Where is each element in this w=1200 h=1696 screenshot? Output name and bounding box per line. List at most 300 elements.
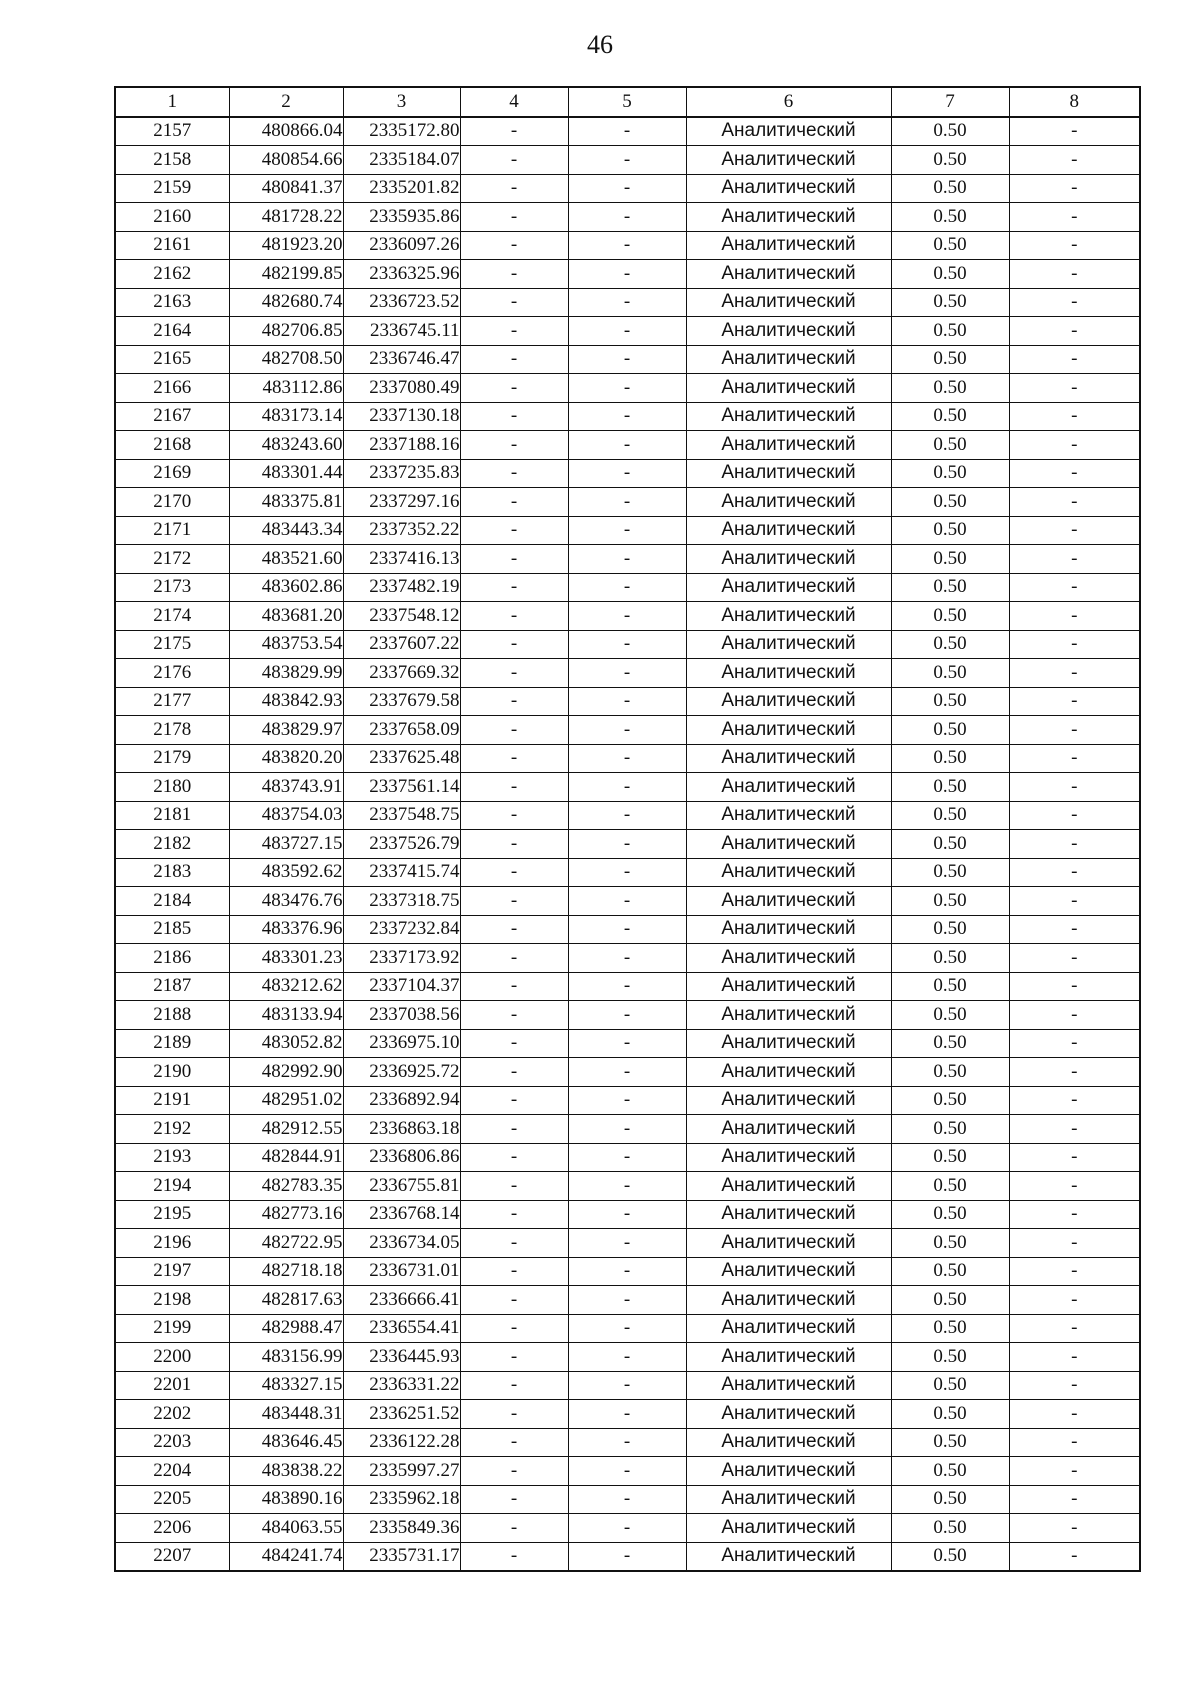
y-coordinate-cell: 2336666.41 [343, 1286, 460, 1315]
column-4-cell: - [460, 288, 568, 317]
accuracy-cell: 0.50 [891, 260, 1009, 289]
accuracy-cell: 0.50 [891, 374, 1009, 403]
column-5-cell: - [568, 915, 686, 944]
y-coordinate-cell: 2335935.86 [343, 203, 460, 232]
page-number: 46 [587, 30, 613, 59]
method-cell: Аналитический [686, 1229, 891, 1258]
method-cell: Аналитический [686, 1314, 891, 1343]
column-4-cell: - [460, 545, 568, 574]
x-coordinate-cell: 483754.03 [229, 801, 343, 830]
x-coordinate-cell: 481728.22 [229, 203, 343, 232]
column-8-cell: - [1009, 659, 1140, 688]
column-4-cell: - [460, 972, 568, 1001]
column-4-cell: - [460, 744, 568, 773]
column-5-cell: - [568, 1314, 686, 1343]
column-header: 1 [115, 87, 229, 117]
x-coordinate-cell: 480866.04 [229, 117, 343, 146]
method-cell: Аналитический [686, 203, 891, 232]
column-8-cell: - [1009, 317, 1140, 346]
table-row [115, 1058, 1140, 1087]
y-coordinate-cell: 2337679.58 [343, 687, 460, 716]
accuracy-cell: 0.50 [891, 1172, 1009, 1201]
column-8-cell: - [1009, 1343, 1140, 1372]
column-8-cell: - [1009, 231, 1140, 260]
y-coordinate-cell: 2336325.96 [343, 260, 460, 289]
accuracy-cell: 0.50 [891, 516, 1009, 545]
y-coordinate-cell: 2337352.22 [343, 516, 460, 545]
y-coordinate-cell: 2337607.22 [343, 630, 460, 659]
column-5-cell: - [568, 516, 686, 545]
table-row [115, 345, 1140, 374]
column-5-cell: - [568, 545, 686, 574]
method-cell: Аналитический [686, 516, 891, 545]
column-5-cell: - [568, 1257, 686, 1286]
method-cell: Аналитический [686, 1172, 891, 1201]
method-cell: Аналитический [686, 716, 891, 745]
point-number-cell: 2170 [115, 488, 229, 517]
point-number-cell: 2178 [115, 716, 229, 745]
accuracy-cell: 0.50 [891, 317, 1009, 346]
method-cell: Аналитический [686, 1542, 891, 1571]
accuracy-cell: 0.50 [891, 915, 1009, 944]
method-cell: Аналитический [686, 317, 891, 346]
point-number-cell: 2190 [115, 1058, 229, 1087]
column-8-cell: - [1009, 915, 1140, 944]
y-coordinate-cell: 2336731.01 [343, 1257, 460, 1286]
method-cell: Аналитический [686, 1428, 891, 1457]
point-number-cell: 2164 [115, 317, 229, 346]
column-4-cell: - [460, 488, 568, 517]
x-coordinate-cell: 482722.95 [229, 1229, 343, 1258]
accuracy-cell: 0.50 [891, 573, 1009, 602]
accuracy-cell: 0.50 [891, 1314, 1009, 1343]
point-number-cell: 2160 [115, 203, 229, 232]
column-5-cell: - [568, 716, 686, 745]
table-row [115, 630, 1140, 659]
x-coordinate-cell: 483602.86 [229, 573, 343, 602]
x-coordinate-cell: 482680.74 [229, 288, 343, 317]
table-row [115, 545, 1140, 574]
column-4-cell: - [460, 1314, 568, 1343]
y-coordinate-cell: 2336251.52 [343, 1400, 460, 1429]
column-header: 6 [686, 87, 891, 117]
column-4-cell: - [460, 801, 568, 830]
column-4-cell: - [460, 402, 568, 431]
y-coordinate-cell: 2337232.84 [343, 915, 460, 944]
point-number-cell: 2196 [115, 1229, 229, 1258]
x-coordinate-cell: 483156.99 [229, 1343, 343, 1372]
column-5-cell: - [568, 1457, 686, 1486]
x-coordinate-cell: 482912.55 [229, 1115, 343, 1144]
method-cell: Аналитический [686, 488, 891, 517]
column-5-cell: - [568, 887, 686, 916]
point-number-cell: 2177 [115, 687, 229, 716]
column-8-cell: - [1009, 1086, 1140, 1115]
column-5-cell: - [568, 288, 686, 317]
point-number-cell: 2163 [115, 288, 229, 317]
column-5-cell: - [568, 687, 686, 716]
accuracy-cell: 0.50 [891, 1200, 1009, 1229]
table-row [115, 117, 1140, 146]
accuracy-cell: 0.50 [891, 858, 1009, 887]
method-cell: Аналитический [686, 1485, 891, 1514]
y-coordinate-cell: 2337482.19 [343, 573, 460, 602]
column-5-cell: - [568, 317, 686, 346]
column-4-cell: - [460, 1371, 568, 1400]
accuracy-cell: 0.50 [891, 687, 1009, 716]
column-4-cell: - [460, 1172, 568, 1201]
y-coordinate-cell: 2337104.37 [343, 972, 460, 1001]
column-4-cell: - [460, 231, 568, 260]
method-cell: Аналитический [686, 288, 891, 317]
point-number-cell: 2158 [115, 146, 229, 175]
point-number-cell: 2192 [115, 1115, 229, 1144]
column-5-cell: - [568, 602, 686, 631]
column-4-cell: - [460, 1143, 568, 1172]
method-cell: Аналитический [686, 1086, 891, 1115]
table-row [115, 887, 1140, 916]
point-number-cell: 2204 [115, 1457, 229, 1486]
column-8-cell: - [1009, 545, 1140, 574]
table-row [115, 402, 1140, 431]
column-8-cell: - [1009, 1229, 1140, 1258]
column-5-cell: - [568, 117, 686, 146]
accuracy-cell: 0.50 [891, 1229, 1009, 1258]
method-cell: Аналитический [686, 1200, 891, 1229]
y-coordinate-cell: 2337526.79 [343, 830, 460, 859]
column-4-cell: - [460, 887, 568, 916]
column-5-cell: - [568, 1286, 686, 1315]
point-number-cell: 2181 [115, 801, 229, 830]
column-8-cell: - [1009, 488, 1140, 517]
x-coordinate-cell: 482951.02 [229, 1086, 343, 1115]
accuracy-cell: 0.50 [891, 1086, 1009, 1115]
x-coordinate-cell: 483112.86 [229, 374, 343, 403]
coordinates-table [114, 86, 1141, 1572]
y-coordinate-cell: 2336892.94 [343, 1086, 460, 1115]
method-cell: Аналитический [686, 1029, 891, 1058]
method-cell: Аналитический [686, 773, 891, 802]
y-coordinate-cell: 2336331.22 [343, 1371, 460, 1400]
column-5-cell: - [568, 858, 686, 887]
point-number-cell: 2169 [115, 459, 229, 488]
table-row [115, 231, 1140, 260]
point-number-cell: 2197 [115, 1257, 229, 1286]
point-number-cell: 2166 [115, 374, 229, 403]
column-header: 7 [891, 87, 1009, 117]
method-cell: Аналитический [686, 602, 891, 631]
point-number-cell: 2207 [115, 1542, 229, 1571]
table-row [115, 374, 1140, 403]
table-row [115, 1286, 1140, 1315]
accuracy-cell: 0.50 [891, 431, 1009, 460]
accuracy-cell: 0.50 [891, 1457, 1009, 1486]
x-coordinate-cell: 484063.55 [229, 1514, 343, 1543]
y-coordinate-cell: 2336445.93 [343, 1343, 460, 1372]
column-5-cell: - [568, 801, 686, 830]
point-number-cell: 2185 [115, 915, 229, 944]
point-number-cell: 2171 [115, 516, 229, 545]
column-4-cell: - [460, 117, 568, 146]
accuracy-cell: 0.50 [891, 1428, 1009, 1457]
point-number-cell: 2188 [115, 1001, 229, 1030]
table-row [115, 1371, 1140, 1400]
column-4-cell: - [460, 1229, 568, 1258]
accuracy-cell: 0.50 [891, 402, 1009, 431]
table-row [115, 1428, 1140, 1457]
y-coordinate-cell: 2337415.74 [343, 858, 460, 887]
column-8-cell: - [1009, 972, 1140, 1001]
accuracy-cell: 0.50 [891, 887, 1009, 916]
accuracy-cell: 0.50 [891, 602, 1009, 631]
column-5-cell: - [568, 260, 686, 289]
column-8-cell: - [1009, 801, 1140, 830]
table-row [115, 716, 1140, 745]
table-row [115, 1457, 1140, 1486]
y-coordinate-cell: 2336925.72 [343, 1058, 460, 1087]
column-4-cell: - [460, 773, 568, 802]
x-coordinate-cell: 483243.60 [229, 431, 343, 460]
column-5-cell: - [568, 1143, 686, 1172]
y-coordinate-cell: 2337235.83 [343, 459, 460, 488]
column-4-cell: - [460, 659, 568, 688]
table-row [115, 1343, 1140, 1372]
column-8-cell: - [1009, 716, 1140, 745]
column-4-cell: - [460, 1115, 568, 1144]
column-8-cell: - [1009, 944, 1140, 973]
point-number-cell: 2203 [115, 1428, 229, 1457]
accuracy-cell: 0.50 [891, 545, 1009, 574]
column-8-cell: - [1009, 687, 1140, 716]
column-4-cell: - [460, 260, 568, 289]
y-coordinate-cell: 2337188.16 [343, 431, 460, 460]
accuracy-cell: 0.50 [891, 944, 1009, 973]
table-row [115, 1086, 1140, 1115]
accuracy-cell: 0.50 [891, 1371, 1009, 1400]
column-8-cell: - [1009, 1115, 1140, 1144]
point-number-cell: 2205 [115, 1485, 229, 1514]
table-row [115, 573, 1140, 602]
method-cell: Аналитический [686, 1257, 891, 1286]
x-coordinate-cell: 483133.94 [229, 1001, 343, 1030]
x-coordinate-cell: 483820.20 [229, 744, 343, 773]
column-4-cell: - [460, 716, 568, 745]
table-row [115, 830, 1140, 859]
column-4-cell: - [460, 374, 568, 403]
table-row [115, 1001, 1140, 1030]
table-row [115, 203, 1140, 232]
column-5-cell: - [568, 431, 686, 460]
accuracy-cell: 0.50 [891, 117, 1009, 146]
point-number-cell: 2175 [115, 630, 229, 659]
column-header: 4 [460, 87, 568, 117]
table-row [115, 801, 1140, 830]
table-row [115, 260, 1140, 289]
method-cell: Аналитический [686, 1343, 891, 1372]
table-row [115, 1172, 1140, 1201]
point-number-cell: 2187 [115, 972, 229, 1001]
accuracy-cell: 0.50 [891, 744, 1009, 773]
x-coordinate-cell: 482718.18 [229, 1257, 343, 1286]
column-8-cell: - [1009, 830, 1140, 859]
method-cell: Аналитический [686, 687, 891, 716]
y-coordinate-cell: 2337548.12 [343, 602, 460, 631]
point-number-cell: 2186 [115, 944, 229, 973]
table-row [115, 1514, 1140, 1543]
y-coordinate-cell: 2335962.18 [343, 1485, 460, 1514]
column-4-cell: - [460, 1001, 568, 1030]
column-5-cell: - [568, 1542, 686, 1571]
x-coordinate-cell: 483212.62 [229, 972, 343, 1001]
column-4-cell: - [460, 830, 568, 859]
y-coordinate-cell: 2336097.26 [343, 231, 460, 260]
accuracy-cell: 0.50 [891, 972, 1009, 1001]
method-cell: Аналитический [686, 374, 891, 403]
accuracy-cell: 0.50 [891, 1115, 1009, 1144]
table-row [115, 1029, 1140, 1058]
column-5-cell: - [568, 146, 686, 175]
method-cell: Аналитический [686, 1143, 891, 1172]
accuracy-cell: 0.50 [891, 630, 1009, 659]
method-cell: Аналитический [686, 1286, 891, 1315]
y-coordinate-cell: 2337669.32 [343, 659, 460, 688]
column-8-cell: - [1009, 1428, 1140, 1457]
table-row [115, 1200, 1140, 1229]
point-number-cell: 2168 [115, 431, 229, 460]
column-5-cell: - [568, 573, 686, 602]
column-4-cell: - [460, 459, 568, 488]
method-cell: Аналитический [686, 1400, 891, 1429]
table-row [115, 687, 1140, 716]
accuracy-cell: 0.50 [891, 1343, 1009, 1372]
column-5-cell: - [568, 1514, 686, 1543]
method-cell: Аналитический [686, 174, 891, 203]
table-body [115, 117, 1140, 1572]
y-coordinate-cell: 2336734.05 [343, 1229, 460, 1258]
column-4-cell: - [460, 345, 568, 374]
table-row [115, 915, 1140, 944]
x-coordinate-cell: 484241.74 [229, 1542, 343, 1571]
accuracy-cell: 0.50 [891, 459, 1009, 488]
column-4-cell: - [460, 1058, 568, 1087]
table-row [115, 659, 1140, 688]
column-8-cell: - [1009, 773, 1140, 802]
x-coordinate-cell: 483375.81 [229, 488, 343, 517]
point-number-cell: 2206 [115, 1514, 229, 1543]
accuracy-cell: 0.50 [891, 830, 1009, 859]
point-number-cell: 2199 [115, 1314, 229, 1343]
x-coordinate-cell: 482706.85 [229, 317, 343, 346]
table-row [115, 602, 1140, 631]
accuracy-cell: 0.50 [891, 1514, 1009, 1543]
y-coordinate-cell: 2337080.49 [343, 374, 460, 403]
column-5-cell: - [568, 1229, 686, 1258]
column-8-cell: - [1009, 402, 1140, 431]
accuracy-cell: 0.50 [891, 174, 1009, 203]
y-coordinate-cell: 2337173.92 [343, 944, 460, 973]
column-5-cell: - [568, 1371, 686, 1400]
table-row [115, 1400, 1140, 1429]
column-8-cell: - [1009, 288, 1140, 317]
column-4-cell: - [460, 1257, 568, 1286]
column-8-cell: - [1009, 1371, 1140, 1400]
column-4-cell: - [460, 687, 568, 716]
table-row [115, 1257, 1140, 1286]
column-5-cell: - [568, 459, 686, 488]
point-number-cell: 2172 [115, 545, 229, 574]
table-row [115, 459, 1140, 488]
x-coordinate-cell: 481923.20 [229, 231, 343, 260]
accuracy-cell: 0.50 [891, 203, 1009, 232]
column-5-cell: - [568, 773, 686, 802]
y-coordinate-cell: 2335172.80 [343, 117, 460, 146]
column-4-cell: - [460, 858, 568, 887]
column-8-cell: - [1009, 630, 1140, 659]
method-cell: Аналитический [686, 1115, 891, 1144]
x-coordinate-cell: 482708.50 [229, 345, 343, 374]
table-row [115, 317, 1140, 346]
table-row [115, 288, 1140, 317]
column-4-cell: - [460, 1200, 568, 1229]
accuracy-cell: 0.50 [891, 288, 1009, 317]
x-coordinate-cell: 483521.60 [229, 545, 343, 574]
column-8-cell: - [1009, 1172, 1140, 1201]
column-4-cell: - [460, 516, 568, 545]
y-coordinate-cell: 2335849.36 [343, 1514, 460, 1543]
column-8-cell: - [1009, 1001, 1140, 1030]
column-5-cell: - [568, 231, 686, 260]
x-coordinate-cell: 480841.37 [229, 174, 343, 203]
column-header: 2 [229, 87, 343, 117]
column-8-cell: - [1009, 1058, 1140, 1087]
method-cell: Аналитический [686, 830, 891, 859]
table-row [115, 1314, 1140, 1343]
column-4-cell: - [460, 203, 568, 232]
column-5-cell: - [568, 345, 686, 374]
column-8-cell: - [1009, 1200, 1140, 1229]
y-coordinate-cell: 2336723.52 [343, 288, 460, 317]
table-row [115, 488, 1140, 517]
point-number-cell: 2193 [115, 1143, 229, 1172]
column-4-cell: - [460, 944, 568, 973]
accuracy-cell: 0.50 [891, 1286, 1009, 1315]
table-row [115, 944, 1140, 973]
column-8-cell: - [1009, 887, 1140, 916]
point-number-cell: 2179 [115, 744, 229, 773]
point-number-cell: 2194 [115, 1172, 229, 1201]
x-coordinate-cell: 483327.15 [229, 1371, 343, 1400]
column-8-cell: - [1009, 858, 1140, 887]
y-coordinate-cell: 2336975.10 [343, 1029, 460, 1058]
table-row [115, 1115, 1140, 1144]
method-cell: Аналитический [686, 887, 891, 916]
column-8-cell: - [1009, 1143, 1140, 1172]
x-coordinate-cell: 482992.90 [229, 1058, 343, 1087]
point-number-cell: 2176 [115, 659, 229, 688]
column-5-cell: - [568, 174, 686, 203]
column-8-cell: - [1009, 1029, 1140, 1058]
column-5-cell: - [568, 1029, 686, 1058]
column-8-cell: - [1009, 1400, 1140, 1429]
method-cell: Аналитический [686, 459, 891, 488]
x-coordinate-cell: 480854.66 [229, 146, 343, 175]
point-number-cell: 2180 [115, 773, 229, 802]
y-coordinate-cell: 2337658.09 [343, 716, 460, 745]
column-4-cell: - [460, 1343, 568, 1372]
column-4-cell: - [460, 1457, 568, 1486]
method-cell: Аналитический [686, 545, 891, 574]
column-5-cell: - [568, 1485, 686, 1514]
